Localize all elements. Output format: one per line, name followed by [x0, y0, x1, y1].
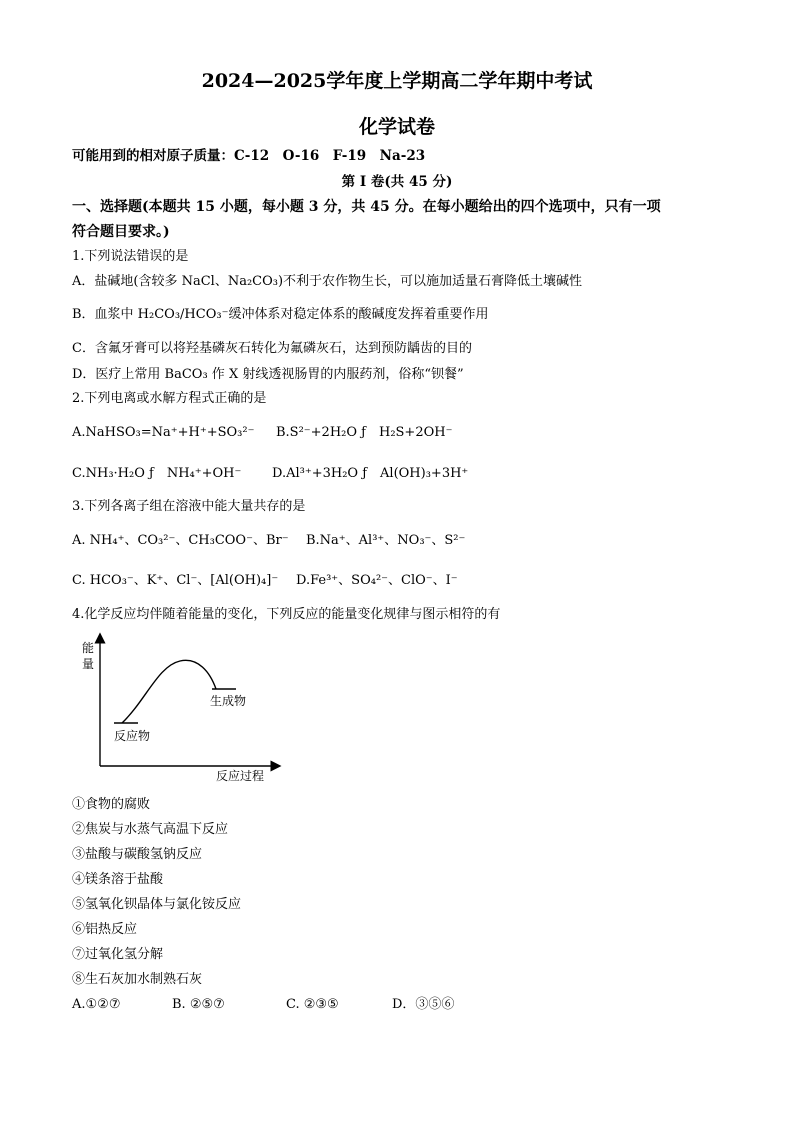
- question-2-option-a: A.NaHSO₃=Na⁺+H⁺+SO₃²⁻: [72, 425, 255, 440]
- question-1-option-d: D．医疗上常用 BaCO₃ 作 X 射线透视肠胃的内服药剂，俗称“钡餐”: [72, 367, 464, 382]
- question-2-option-c: C.NH₃·H₂O ƒ NH₄⁺+OH⁻: [72, 466, 242, 481]
- question-4-option-b: B. ②⑤⑦: [172, 997, 225, 1012]
- question-2-option-b: B.S²⁻+2H₂O ƒ H₂S+2OH⁻: [276, 425, 453, 440]
- energy-curve: [122, 660, 216, 723]
- question-4-item-7: ⑦过氧化氢分解: [72, 947, 164, 962]
- atomic-masses: 可能用到的相对原子质量：C-12 O-16 F-19 Na-23: [72, 148, 426, 164]
- question-4-stem: 4.化学反应均伴随着能量的变化，下列反应的能量变化规律与图示相符的有: [72, 607, 501, 622]
- question-4-item-5: ⑤氢氧化钡晶体与氯化铵反应: [72, 897, 242, 912]
- question-4-item-4: ④镁条溶于盐酸: [72, 872, 164, 887]
- part-title: 第 I 卷(共 45 分): [341, 174, 453, 190]
- energy-diagram-svg: [76, 630, 296, 790]
- question-3-option-c: C. HCO₃⁻、K⁺、Cl⁻、[Al(OH)₄]⁻: [72, 573, 279, 588]
- question-4-item-6: ⑥铝热反应: [72, 922, 138, 937]
- question-4-item-2: ②焦炭与水蒸气高温下反应: [72, 822, 229, 837]
- question-4-option-c: C. ②③⑤: [286, 997, 339, 1012]
- reactant-label: 反应物: [114, 729, 151, 743]
- subject-title: 化学试卷: [358, 116, 435, 138]
- question-1-option-b: B．血浆中 H₂CO₃/HCO₃⁻缓冲体系对稳定体系的酸碱度发挥着重要作用: [72, 307, 489, 322]
- x-axis-label: 反应过程: [216, 769, 265, 783]
- question-4-item-1: ①食物的腐败: [72, 797, 151, 812]
- energy-diagram: [76, 630, 296, 790]
- question-4-option-a: A.①②⑦: [72, 997, 121, 1012]
- y-axis-label-1: 能: [82, 641, 95, 655]
- question-1-option-a: A．盐碱地(含较多 NaCl、Na₂CO₃)不利于农作物生长，可以施加适量石膏降低土壤碱性: [72, 274, 583, 289]
- section-instructions-1: 一、选择题(本题共 15 小题，每小题 3 分，共 45 分。在每小题给出的四个选项中，只有一项: [72, 199, 661, 215]
- product-label: 生成物: [210, 694, 247, 708]
- section-instructions-2: 符合题目要求。): [72, 224, 170, 240]
- question-1-option-c: C．含氟牙膏可以将羟基磷灰石转化为氟磷灰石，达到预防龋齿的目的: [72, 341, 472, 356]
- question-3-option-a: A. NH₄⁺、CO₃²⁻、CH₃COO⁻、Br⁻: [72, 533, 289, 548]
- question-3-option-b: B.Na⁺、Al³⁺、NO₃⁻、S²⁻: [306, 533, 466, 548]
- question-2-option-d: D.Al³⁺+3H₂O ƒ Al(OH)₃+3H⁺: [272, 466, 469, 481]
- question-4-option-d: D．③⑤⑥: [392, 997, 455, 1012]
- exam-title: 2024—2025学年度上学期高二学年期中考试: [201, 70, 593, 92]
- question-3-stem: 3.下列各离子组在溶液中能大量共存的是: [72, 499, 306, 514]
- question-4-item-3: ③盐酸与碳酸氢钠反应: [72, 847, 203, 862]
- question-3-option-d: D.Fe³⁺、SO₄²⁻、ClO⁻、I⁻: [296, 573, 458, 588]
- y-axis-label-2: 量: [82, 657, 95, 671]
- question-4-item-8: ⑧生石灰加水制熟石灰: [72, 972, 203, 987]
- question-2-stem: 2.下列电离或水解方程式正确的是: [72, 391, 267, 406]
- question-1-stem: 1.下列说法错误的是: [72, 249, 189, 264]
